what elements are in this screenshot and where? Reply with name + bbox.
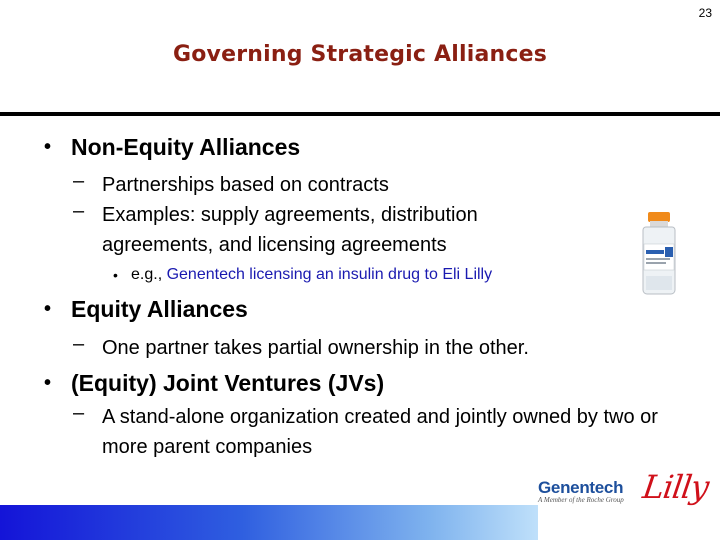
example-prefix: e.g., xyxy=(131,266,167,283)
bullet-icon: • xyxy=(44,136,52,158)
dash-icon: – xyxy=(73,200,85,222)
bullet-icon: • xyxy=(44,372,52,394)
sub-bullet-contracts-text: Partnerships based on contracts xyxy=(102,174,389,196)
title-divider xyxy=(0,112,720,116)
dash-icon: – xyxy=(73,170,85,192)
genentech-tagline: A Member of the Roche Group xyxy=(538,496,624,504)
genentech-wordmark: Genentech xyxy=(538,478,624,497)
example-text-line xyxy=(131,266,492,284)
bullet-icon: • xyxy=(113,267,118,283)
bullet-equity-label: Equity Alliances xyxy=(71,296,248,322)
genentech-logo xyxy=(538,478,624,504)
dash-icon: – xyxy=(73,333,85,355)
bullet-icon: • xyxy=(44,298,52,320)
footer-gradient-bar xyxy=(0,505,538,540)
sub-bullet-ownership-text: One partner takes partial ownership in the other. xyxy=(102,337,529,359)
insulin-vial-icon xyxy=(636,210,682,296)
bullet-jv-label: (Equity) Joint Ventures (JVs) xyxy=(71,370,385,396)
lilly-logo: Lilly xyxy=(640,468,711,506)
page-number: 23 xyxy=(698,6,712,20)
bullet-non-equity-label: Non-Equity Alliances xyxy=(71,134,301,160)
dash-icon: – xyxy=(73,402,85,424)
example-link-text: Genentech licensing an insulin drug to Eli Lilly xyxy=(166,266,493,283)
slide-title: Governing Strategic Alliances xyxy=(172,42,548,67)
sub-bullet-examples-text: Examples: supply agreements, distribution agreements, and licensing agreements xyxy=(102,204,478,256)
sub-bullet-jv-text: A stand-alone organization created and jointly owned by two or more parent companies xyxy=(102,406,658,458)
